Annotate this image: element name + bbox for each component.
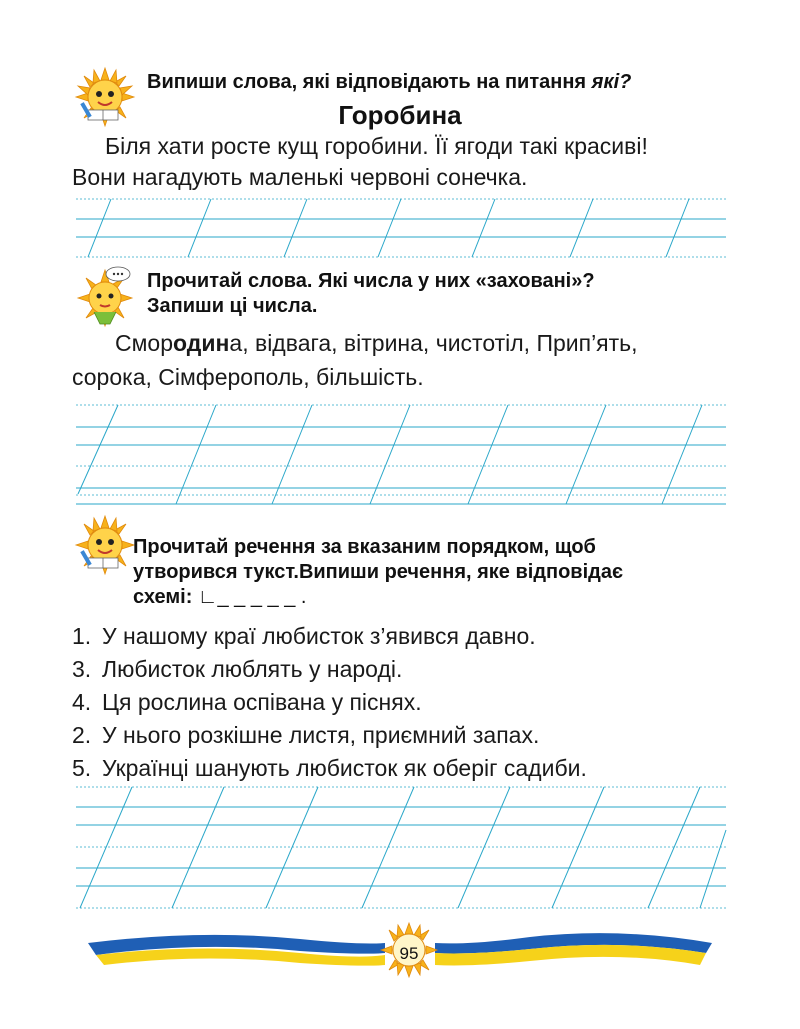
sunflower-reading-icon (74, 514, 136, 576)
text-line: Вони нагадують маленькі червоні сонечка. (72, 164, 528, 190)
text-line: сорока, Сімферополь, більшість. (72, 364, 424, 390)
page-number: 95 (399, 944, 419, 963)
text-title: Горобина (338, 100, 462, 130)
list-item: 5. Українці шанують любисток як оберіг садиби. (72, 755, 587, 781)
task2-instruction: Прочитай слова. Які числа у них «заховані»? Запиши ці числа. (147, 270, 595, 317)
list-item: 2. У нього розкішне листя, приємний запах. (72, 722, 540, 748)
sentence-scheme: ∟_ _ _ _ _ . (197, 586, 307, 608)
text-line: Смородина, відвага, вітрина, чистотіл, Прип’ять, (115, 330, 638, 356)
list-item: 3. Любисток люблять у народі. (72, 656, 403, 682)
sunflower-thinking-icon (74, 266, 136, 328)
task1-instruction: Випиши слова, які відповідають на питання які? (147, 71, 632, 93)
list-item: 1. У нашому краї любисток з’явився давно. (72, 623, 536, 649)
task3-instruction: Прочитай речення за вказаним порядком, щоб утворився тукст.Випиши речення, яке відповідає схемі: ∟_ _ _ _ _ . (133, 536, 624, 608)
text-line: Біля хати росте кущ горобини. Її ягоди такі красиві! (105, 133, 648, 159)
list-item: 4. Ця рослина оспівана у піснях. (72, 689, 422, 715)
